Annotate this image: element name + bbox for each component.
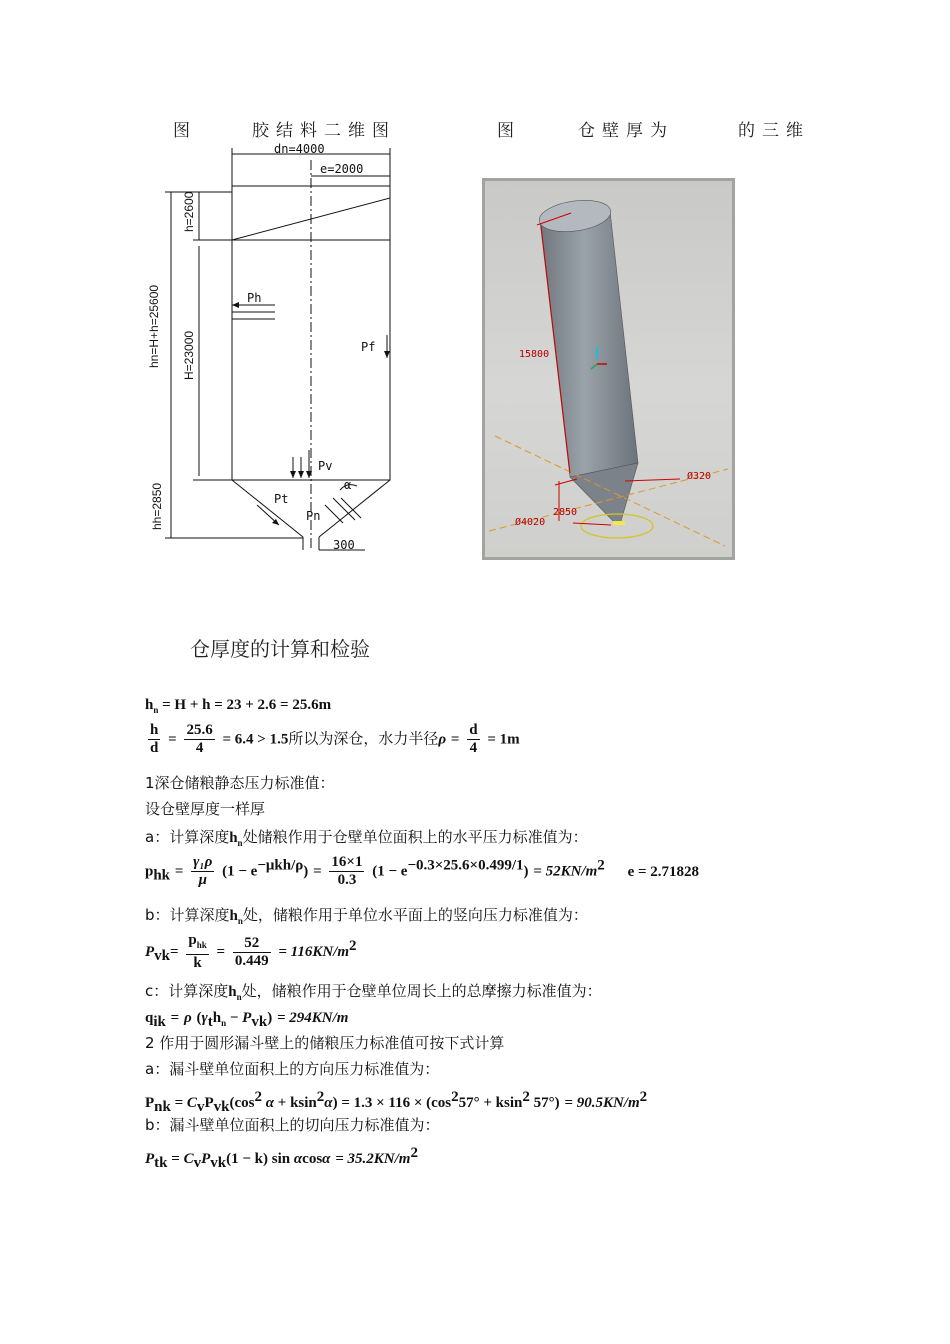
dim-outlet: 300 — [333, 538, 355, 552]
formula-ptk: $P_{tk} = C_vP_{vk}(1 - k)$ $\sin \alpha\cos\alpha = 35.2KN/m^2$ — [145, 1145, 418, 1171]
formula-pnk: $P_{nk} = C_vP_{vk}(\cos^2$ $\alpha + ksin^2\alpha) = 1.3 \times 116 \times (\cos^257^\circ + ksin^2$ $57^\circ) = 90.5KN/m^2$ — [145, 1089, 648, 1115]
dim-cone-3d: 2850 — [553, 507, 578, 518]
fraction-value: $\frac{25.6}{4}$ — [186, 722, 213, 756]
figure-caption-left: 胶结料二维图 — [252, 121, 396, 141]
formula-qik: $q_{ik} = \rho$ $(\gamma_th_n - P_{vk}) = 294KN/m$ — [145, 1010, 349, 1030]
label-pf: Pf — [361, 340, 376, 354]
dim-length-3d: 15800 — [519, 349, 550, 360]
figure-caption-right-suffix: 的三维 — [738, 121, 810, 141]
dim-h: h=2600 — [182, 191, 196, 232]
figure-label-left: 图 — [173, 121, 197, 141]
formula-pik: $p_{hk}$ = $\frac{\text{γ₁ρ}}{\mu}$ $(1 - e^{-\mu kh/\rho})$ = $\frac{16\times 1}{0.3}$ $(1 - e^{-0.3\times 25.6\times 0.499/1}) = 52KN/m^2$ e = 2.71828 — [145, 854, 700, 888]
item-b2-text: b：漏斗壁单位面积上的切向压力标准值为： — [145, 1116, 440, 1134]
label-pv: Pv — [318, 459, 333, 473]
label-alpha: α — [344, 478, 352, 492]
formula-hn: $h_n = H + h = 23 + 2.6 = 25.6m$ — [145, 697, 332, 715]
dim-hh: hh=2850 — [150, 482, 164, 530]
dim-dia-base-3d: Ø4020 — [515, 517, 546, 528]
item-a2-text: a：漏斗壁单位面积上的方向压力标准值为： — [145, 1060, 440, 1078]
dim-hn: hn=H+h=25600 — [147, 284, 161, 368]
dim-e: e=2000 — [320, 162, 364, 176]
fraction-radius: $\frac{d}{4}$ — [469, 722, 478, 756]
item-b-text: b：计算深度$h_n$处，储粮作用于单位水平面上的竖向压力标准值为： — [145, 906, 588, 926]
item-c-text: c：计算深度$h_n$处，储粮作用于仓壁单位周长上的总摩擦力标准值为： — [145, 982, 602, 1002]
assumption-text: 设仓壁厚度一样厚 — [145, 800, 266, 818]
figure-label-right: 图 — [497, 121, 521, 141]
figure-caption-right: 仓壁厚为 — [578, 121, 674, 141]
section-2-title: 2 作用于圆形漏斗壁上的储粮压力标准值可按下式计算 — [145, 1034, 505, 1052]
formula-pvk: $P_{vk}=$ $\frac{p_{hk}}{k}$ = $\frac{52}{0.449}$ = $116KN/m^2$ — [145, 932, 357, 971]
formula-ratio: $\frac{h}{d}$ = $\frac{25.6}{4}$ = 6.4 > 1.5所以为深仓，水力半径ρ = $\frac{d}{4}$ = 1m — [150, 722, 520, 756]
silo-3d-render — [482, 178, 735, 560]
fraction-hn-dn: $\frac{h}{d}$ — [150, 722, 159, 756]
fraction-phk-k: $\frac{p_{hk}}{k}$ — [188, 932, 207, 971]
fraction-52-0449: $\frac{52}{0.449}$ — [234, 934, 269, 969]
fraction-16-03: $\frac{16\times 1}{0.3}$ — [331, 854, 363, 888]
label-ph: Ph — [247, 291, 262, 305]
label-pn: Pn — [306, 509, 321, 523]
dim-H: H=23000 — [182, 330, 196, 380]
item-a-text: a：计算深度$h_n$处储粮作用于仓壁单位面积上的水平压力标准值为： — [145, 828, 588, 848]
label-pt: Pt — [274, 492, 289, 506]
section-title: 仓厚度的计算和检验 — [190, 637, 370, 661]
dim-dn: dn=4000 — [274, 142, 325, 156]
section-1-title: 1深仓储粮静态压力标准值： — [145, 774, 335, 792]
dim-dia-top-3d: Ø320 — [687, 471, 712, 482]
fraction-gamma-rho-mu: $\frac{\text{γ₁ρ}}{\mu}$ — [193, 854, 213, 888]
